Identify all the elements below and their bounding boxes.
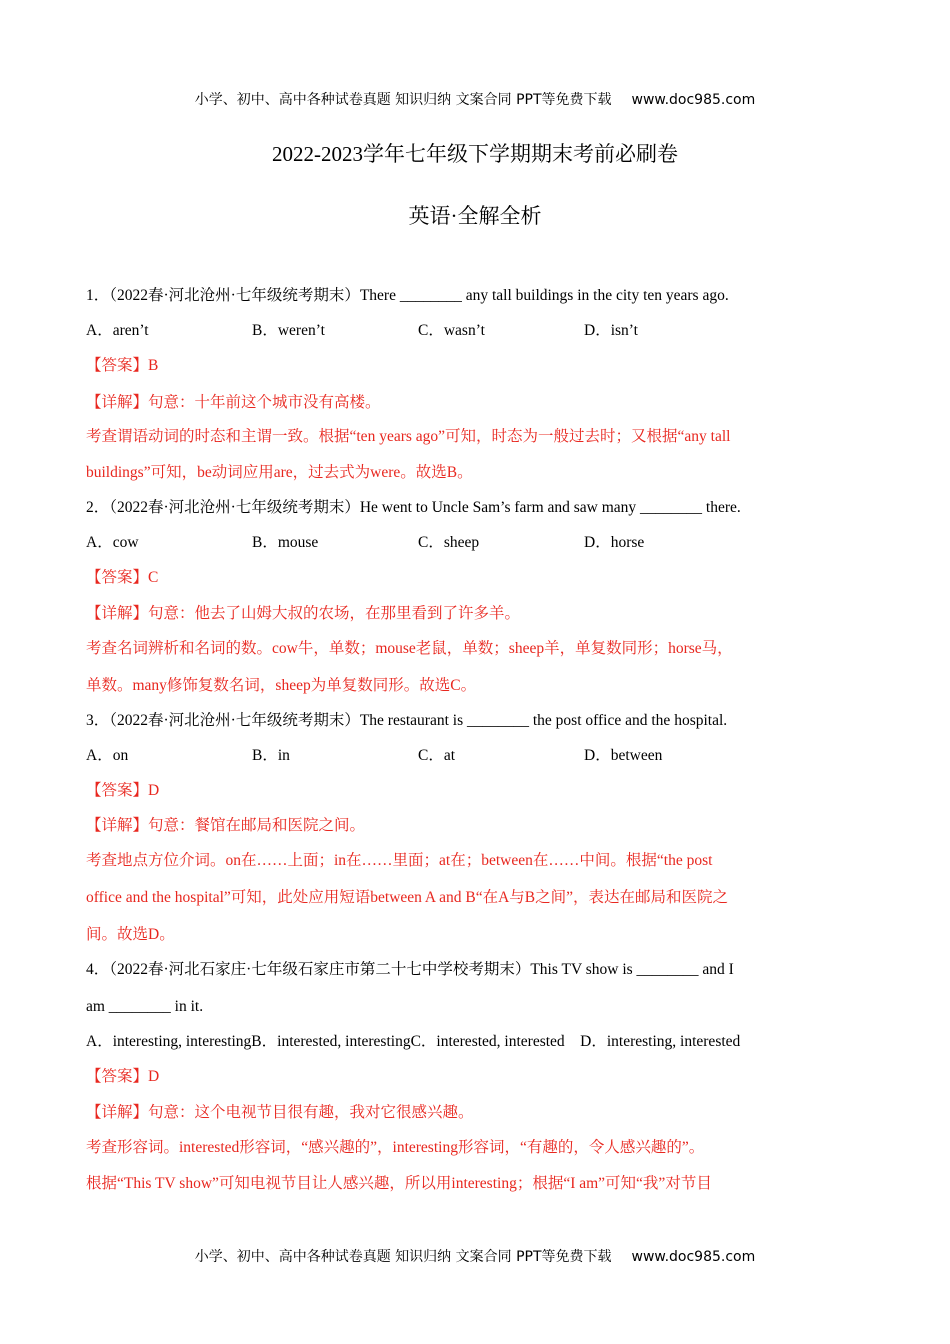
analysis-line: 间。故选D。: [86, 926, 175, 943]
analysis-line: 根据“This TV show”可知电视节目让人感兴趣，所以用interesting；根据“I am”可知“我”对节目: [86, 1175, 712, 1192]
analysis-line: 考查形容词。interested形容词，“感兴趣的”，interesting形容词，“有趣的，令人感兴趣的”。: [86, 1139, 705, 1156]
header-url: www.doc985.com: [631, 92, 756, 108]
question-stem: 3．（2022春·河北沧州·七年级统考期末）The restaurant is ________ the post office and the hospital.: [86, 712, 728, 729]
question-stem: 2．（2022春·河北沧州·七年级统考期末）He went to Uncle Sam’s farm and saw many ________ there.: [86, 499, 741, 516]
document-title: 2022-2023学年七年级下学期期末考前必刷卷: [272, 142, 678, 166]
option-d: D．isn’t: [584, 322, 638, 339]
analysis-line: office and the hospital”可知，此处应用短语between A and B“在A与B之间”，表达在邮局和医院之: [86, 889, 729, 906]
option-a: A．aren’t: [86, 322, 149, 339]
option-b: B．mouse: [252, 534, 319, 551]
option-a: A．cow: [86, 534, 139, 551]
footer-text: 小学、初中、高中各种试卷真题 知识归纳 文案合同 PPT等免费下载: [194, 1249, 612, 1265]
options-row: [86, 533, 786, 553]
header-text: 小学、初中、高中各种试卷真题 知识归纳 文案合同 PPT等免费下载: [194, 92, 612, 108]
options-row: A．interesting, interestingB．interested, interestingC．interested, interested D．interesting, interested: [86, 1033, 741, 1050]
analysis-line: 单数。many修饰复数名词，sheep为单复数同形。故选C。: [86, 677, 477, 694]
option-d: D．horse: [584, 534, 645, 551]
option-b: B．weren’t: [252, 322, 325, 339]
options-row: [86, 746, 786, 766]
document-subtitle: 英语·全解全析: [408, 204, 542, 228]
page-footer: [0, 1246, 950, 1266]
option-a: A．on: [86, 747, 129, 764]
option-c: C．at: [418, 747, 456, 764]
detail-line: 【详解】句意：十年前这个城市没有高楼。: [86, 394, 381, 411]
analysis-line: 考查地点方位介词。on在……上面；in在……里面；at在；between在……中间。根据“the post: [86, 852, 713, 869]
question-stem: 1．（2022春·河北沧州·七年级统考期末）There ________ any tall buildings in the city ten years ago.: [86, 287, 729, 304]
option-c: C．wasn’t: [418, 322, 485, 339]
analysis-line: 考查谓语动词的时态和主谓一致。根据“ten years ago”可知，时态为一般过去时；又根据“any tall: [86, 428, 731, 445]
option-b: B．in: [252, 747, 290, 764]
detail-line: 【详解】句意：他去了山姆大叔的农场，在那里看到了许多羊。: [86, 605, 521, 622]
options-row: [86, 321, 786, 341]
answer-line: 【答案】D: [86, 1068, 160, 1085]
detail-line: 【详解】句意：这个电视节目很有趣，我对它很感兴趣。: [86, 1104, 474, 1121]
answer-line: 【答案】C: [86, 569, 159, 586]
page-header: [0, 89, 950, 109]
analysis-line: 考查名词辨析和名词的数。cow牛，单数；mouse老鼠，单数；sheep羊，单复数同形；horse马，: [86, 640, 733, 657]
option-c: C．sheep: [418, 534, 480, 551]
answer-line: 【答案】B: [86, 357, 159, 374]
question-stem: 4．（2022春·河北石家庄·七年级石家庄市第二十七中学校考期末）This TV show is ________ and I: [86, 961, 734, 978]
analysis-line: buildings”可知，be动词应用are，过去式为were。故选B。: [86, 464, 473, 481]
detail-line: 【详解】句意：餐馆在邮局和医院之间。: [86, 817, 366, 834]
option-d: D．between: [584, 747, 663, 764]
question-stem: am ________ in it.: [86, 998, 204, 1015]
answer-line: 【答案】D: [86, 782, 160, 799]
footer-url: www.doc985.com: [631, 1249, 756, 1265]
